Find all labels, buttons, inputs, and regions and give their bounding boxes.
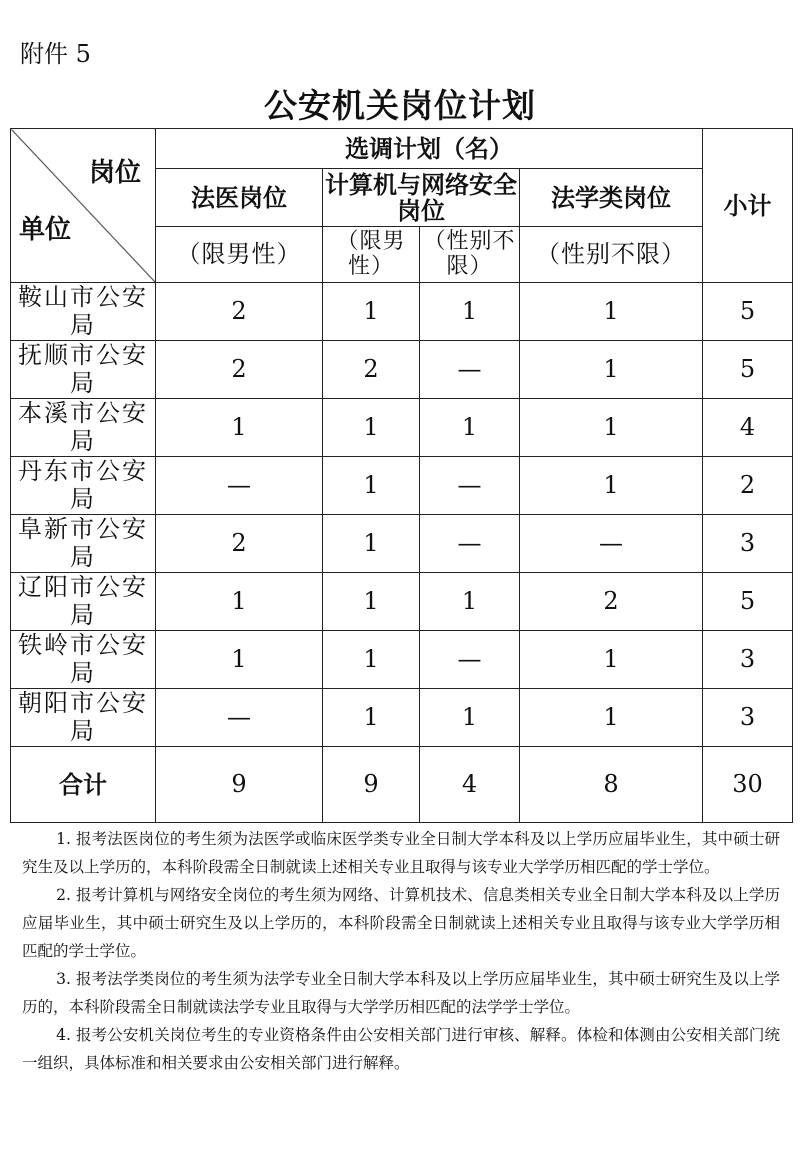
unit-cell: 辽阳市公安局	[11, 573, 156, 631]
value-cell: 3	[703, 515, 793, 573]
table-row	[11, 515, 793, 573]
attachment-label: 附件 5	[20, 40, 91, 68]
law-condition: （性别不限）	[520, 227, 703, 283]
corner-header-cell	[11, 129, 156, 283]
note-item: 2. 报考计算机与网络安全岗位的考生须为网络、计算机技术、信息类相关专业全日制大学本科及以上学历应届毕业生，其中硕士研究生及以上学历的，本科阶段需全日制就读上述相关专业且取得与该专业大学学历相匹配的学士学位。	[22, 886, 780, 960]
value-cell: 1	[520, 631, 703, 689]
value-cell: 1	[156, 573, 323, 631]
value-cell: 1	[420, 283, 520, 341]
column-network-security: 计算机与网络安全岗位	[323, 169, 520, 227]
total-cell: 4	[420, 747, 520, 823]
column-forensic: 法医岗位	[156, 169, 323, 227]
value-cell: 2	[703, 457, 793, 515]
value-cell: 3	[703, 631, 793, 689]
network-condition-any: （性别不限）	[420, 227, 520, 283]
page-title: 公安机关岗位计划	[264, 86, 536, 125]
value-cell: 5	[703, 573, 793, 631]
subtotal-header: 小计	[703, 129, 793, 283]
table-body	[11, 283, 793, 747]
value-cell: —	[420, 457, 520, 515]
table-row	[11, 399, 793, 457]
table-row	[11, 283, 793, 341]
plan-header: 选调计划（名）	[156, 129, 703, 169]
total-cell: 8	[520, 747, 703, 823]
value-cell: 2	[156, 515, 323, 573]
value-cell: 1	[323, 573, 420, 631]
value-cell: 1	[156, 399, 323, 457]
unit-cell: 阜新市公安局	[11, 515, 156, 573]
value-cell: 1	[520, 283, 703, 341]
table-row	[11, 689, 793, 747]
value-cell: 1	[323, 515, 420, 573]
value-cell: 1	[420, 573, 520, 631]
note-item: 1. 报考法医岗位的考生须为法医学或临床医学类专业全日制大学本科及以上学历应届毕业生，其中硕士研究生及以上学历的，本科阶段需全日制就读上述相关专业且取得与该专业大学学历相匹配的学士学位。	[22, 830, 780, 876]
value-cell: 2	[156, 341, 323, 399]
table-row	[11, 631, 793, 689]
notes-section	[22, 825, 780, 1077]
value-cell: 2	[520, 573, 703, 631]
value-cell: —	[156, 457, 323, 515]
unit-cell: 鞍山市公安局	[11, 283, 156, 341]
unit-cell: 朝阳市公安局	[11, 689, 156, 747]
value-cell: 2	[156, 283, 323, 341]
unit-cell: 抚顺市公安局	[11, 341, 156, 399]
value-cell: —	[520, 515, 703, 573]
network-condition-male: （限男性）	[323, 227, 420, 283]
value-cell: 4	[703, 399, 793, 457]
total-cell: 9	[323, 747, 420, 823]
unit-cell: 铁岭市公安局	[11, 631, 156, 689]
unit-cell: 丹东市公安局	[11, 457, 156, 515]
value-cell: 1	[323, 399, 420, 457]
value-cell: 1	[156, 631, 323, 689]
plan-table	[10, 128, 793, 823]
value-cell: —	[420, 515, 520, 573]
value-cell: —	[420, 631, 520, 689]
corner-bottom-label: 单位	[19, 215, 72, 246]
value-cell: 3	[703, 689, 793, 747]
value-cell: 1	[520, 341, 703, 399]
value-cell: —	[156, 689, 323, 747]
column-law: 法学类岗位	[520, 169, 703, 227]
total-cell: 30	[703, 747, 793, 823]
value-cell: 5	[703, 283, 793, 341]
value-cell: 1	[323, 631, 420, 689]
value-cell: 1	[420, 689, 520, 747]
value-cell: 5	[703, 341, 793, 399]
table-row	[11, 457, 793, 515]
value-cell: 1	[323, 283, 420, 341]
corner-top-label: 岗位	[88, 158, 141, 188]
note-item: 4. 报考公安机关岗位考生的专业资格条件由公安相关部门进行审核、解释。体检和体测由公安相关部门统一组织，具体标准和相关要求由公安相关部门进行解释。	[22, 1026, 780, 1072]
table-row	[11, 341, 793, 399]
value-cell: 1	[420, 399, 520, 457]
value-cell: 1	[520, 399, 703, 457]
value-cell: —	[420, 341, 520, 399]
value-cell: 1	[520, 689, 703, 747]
value-cell: 2	[323, 341, 420, 399]
value-cell: 1	[323, 689, 420, 747]
total-cell: 9	[156, 747, 323, 823]
unit-cell: 本溪市公安局	[11, 399, 156, 457]
value-cell: 1	[520, 457, 703, 515]
note-item: 3. 报考法学类岗位的考生须为法学专业全日制大学本科及以上学历应届毕业生，其中硕士研究生及以上学历的，本科阶段需全日制就读法学专业且取得与大学学历相匹配的法学学士学位。	[22, 970, 780, 1016]
forensic-condition: （限男性）	[156, 227, 323, 283]
value-cell: 1	[323, 457, 420, 515]
total-label: 合计	[11, 747, 156, 823]
table-row	[11, 573, 793, 631]
